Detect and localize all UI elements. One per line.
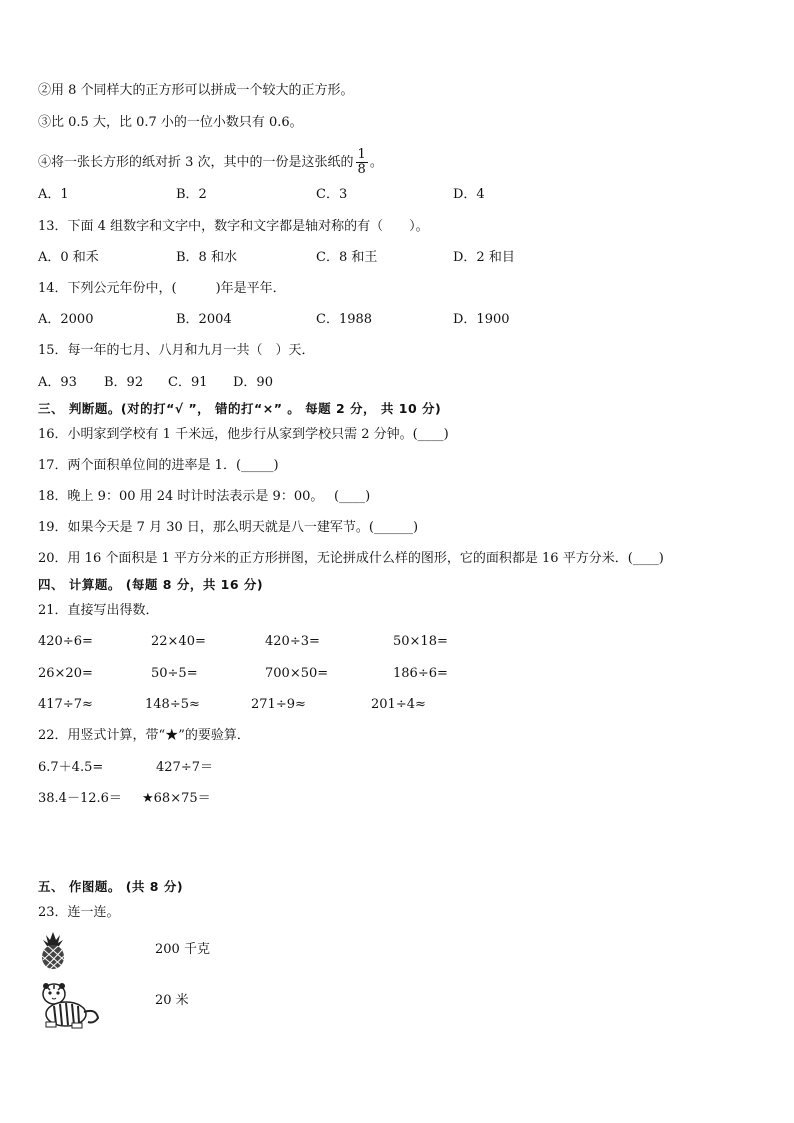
q12-option-c[interactable]: C．3 xyxy=(316,187,348,202)
q17-item: 17．两个面积单位间的进率是 1．(_____) xyxy=(38,458,279,473)
calc-item: 186÷6= xyxy=(393,666,448,681)
calc-item: 417÷7≈ xyxy=(38,697,93,712)
calc-item: 420÷3= xyxy=(265,634,320,649)
vertical-calc-item: 38.4－12.6＝ xyxy=(38,791,122,806)
q12-statement-4-text: ④将一张长方形的纸对折 3 次，其中的一份是这张纸的 xyxy=(38,155,354,170)
q12-option-b[interactable]: B．2 xyxy=(176,187,207,202)
section-4-heading: 四、 计算题。 (每题 8 分，共 16 分) xyxy=(38,577,264,592)
q13-option-c[interactable]: C．8 和王 xyxy=(316,250,378,265)
calc-item: 271÷9≈ xyxy=(251,697,306,712)
q12-statement-2: ②用 8 个同样大的正方形可以拼成一个较大的正方形。 xyxy=(38,83,354,98)
q13-stem: 13．下面 4 组数字和文字中，数字和文字都是轴对称的有（ ）。 xyxy=(38,219,429,234)
calc-item: 26×20= xyxy=(38,666,93,681)
q15-option-c[interactable]: C．91 xyxy=(168,375,208,390)
q23-stem: 23．连一连。 xyxy=(38,905,120,920)
vertical-calc-item: 6.7＋4.5= xyxy=(38,760,104,775)
q12-statement-4-end: 。 xyxy=(369,155,383,170)
vertical-calc-item: 427÷7＝ xyxy=(156,760,213,775)
q14-option-b[interactable]: B．2004 xyxy=(176,312,232,327)
q21-stem: 21．直接写出得数． xyxy=(38,603,159,618)
pineapple-icon[interactable] xyxy=(36,930,70,970)
q16-item: 16．小明家到学校有 1 千米远，他步行从家到学校只需 2 分钟。(____) xyxy=(38,427,449,442)
fraction-one-eighth xyxy=(356,148,368,177)
section-3-heading: 三、 判断题。(对的打“√ ”， 错的打“×” 。 每题 2 分， 共 10 分) xyxy=(38,401,442,416)
q12-statement-3: ③比 0.5 大，比 0.7 小的一位小数只有 0.6。 xyxy=(38,115,303,130)
q13-option-d[interactable]: D．2 和目 xyxy=(453,250,515,265)
q13-option-b[interactable]: B．8 和水 xyxy=(176,250,237,265)
calc-item: 201÷4≈ xyxy=(371,697,426,712)
section-5-heading: 五、 作图题。 (共 8 分) xyxy=(38,879,184,894)
q18-item: 18．晚上 9：00 用 24 时计时法表示是 9：00。 (____) xyxy=(38,489,371,504)
q14-option-d[interactable]: D．1900 xyxy=(453,312,510,327)
q12-option-a[interactable]: A．1 xyxy=(38,187,69,202)
q15-option-d[interactable]: D．90 xyxy=(233,375,273,390)
calc-item: 148÷5≈ xyxy=(145,697,200,712)
q19-item: 19．如果今天是 7 月 30 日，那么明天就是八一建军节。(______) xyxy=(38,520,419,535)
label-20m[interactable]: 20 米 xyxy=(155,993,189,1008)
q13-option-a[interactable]: A．0 和禾 xyxy=(38,250,99,265)
label-200kg[interactable]: 200 千克 xyxy=(155,942,210,957)
tiger-icon[interactable] xyxy=(36,980,102,1030)
calc-item: 50×18= xyxy=(393,634,448,649)
q15-option-a[interactable]: A．93 xyxy=(38,375,77,390)
vertical-calc-item: ★68×75＝ xyxy=(142,791,211,806)
calc-item: 50÷5= xyxy=(151,666,198,681)
q20-item: 20．用 16 个面积是 1 平方分米的正方形拼图，无论拼成什么样的图形，它的面积都是 16 平方分米．(____) xyxy=(38,551,664,566)
q12-statement-4 xyxy=(38,148,383,178)
calc-item: 420÷6= xyxy=(38,634,93,649)
q14-stem: 14．下列公元年份中，( )年是平年． xyxy=(38,281,286,296)
q14-option-c[interactable]: C．1988 xyxy=(316,312,373,327)
calc-item: 700×50= xyxy=(265,666,329,681)
q12-option-d[interactable]: D．4 xyxy=(453,187,485,202)
q15-option-b[interactable]: B．92 xyxy=(104,375,144,390)
fraction-denominator: 8 xyxy=(357,162,366,177)
q22-stem: 22．用竖式计算，带“★”的要验算． xyxy=(38,728,250,743)
calc-item: 22×40= xyxy=(151,634,206,649)
q14-option-a[interactable]: A．2000 xyxy=(38,312,94,327)
q15-stem: 15．每一年的七月、八月和九月一共（ ）天． xyxy=(38,343,315,358)
fraction-numerator: 1 xyxy=(357,147,366,162)
